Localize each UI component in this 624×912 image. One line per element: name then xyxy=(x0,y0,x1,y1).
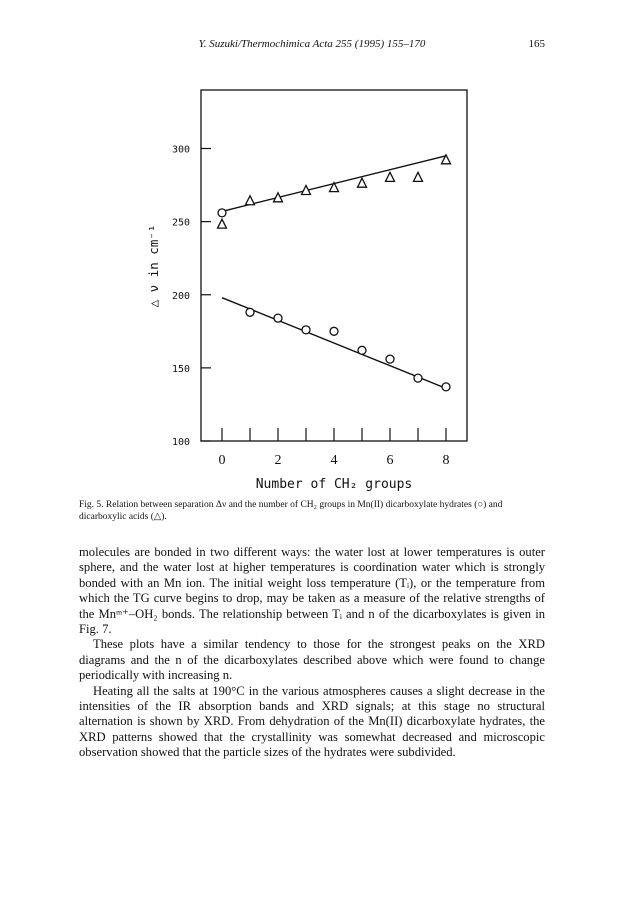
paragraph-2: These plots have a similar tendency to those for the strongest peaks on the XRD diagrams and the n of the dicarboxylates described above which were found to change periodically with increasing n. xyxy=(79,637,545,683)
fit-line xyxy=(222,298,446,389)
page-number: 165 xyxy=(528,38,545,50)
x-tick-label: 8 xyxy=(442,453,450,468)
x-tick-label: 6 xyxy=(386,453,394,468)
y-tick-label: 100 xyxy=(171,437,190,448)
paragraph-3: Heating all the salts at 190°C in the various atmospheres causes a slight decrease in the intensities of the IR absorption bands and XRD signals; at this stage no structural alternation is shown by XRD. From dehydration of the Mn(II) dicarboxylate hydrates, the XRD patterns showed that the crystallinity was somewhat decreased and microscopic observation showed that the particle sizes of the hydrates were subdivided. xyxy=(79,683,545,760)
y-tick-label: 150 xyxy=(171,363,190,375)
triangle-marker xyxy=(358,178,367,187)
x-tick-labels xyxy=(219,453,450,468)
body-text xyxy=(79,545,545,761)
figure-caption: Fig. 5. Relation between separation Δν and the number of CH₂ groups in Mn(II) dicarboxylate hydrates (○) and dicarboxylic acids (△). xyxy=(79,500,503,522)
circle-marker xyxy=(386,355,394,363)
circle-marker xyxy=(274,314,282,322)
axis-ticks xyxy=(201,149,446,442)
y-axis-label: △ ν in cm⁻¹ xyxy=(146,224,161,308)
plot-frame xyxy=(201,90,467,441)
y-tick-label: 250 xyxy=(171,217,190,229)
triangle-marker xyxy=(386,172,395,181)
x-axis-label: Number of CH₂ groups xyxy=(255,477,413,492)
circle-marker xyxy=(330,327,338,335)
y-tick-label: 300 xyxy=(171,144,190,156)
circle-marker xyxy=(358,346,366,354)
circle-marker xyxy=(246,308,254,316)
triangle-marker xyxy=(414,172,423,181)
circle-marker xyxy=(442,383,450,391)
x-tick-label: 4 xyxy=(330,453,338,468)
y-tick-labels xyxy=(172,145,190,449)
x-tick-label: 2 xyxy=(274,453,282,468)
running-title: Y. Suzuki/Thermochimica Acta 255 (1995) 155–170 xyxy=(198,38,426,50)
data-markers xyxy=(218,155,451,391)
circle-marker xyxy=(218,209,226,217)
y-tick-label: 200 xyxy=(171,290,190,302)
circle-marker xyxy=(414,374,422,382)
circle-marker xyxy=(302,326,310,334)
triangle-marker xyxy=(218,219,227,228)
paragraph-1: molecules are bonded in two different ways: the water lost at lower temperatures is outer sphere, and the water lost at higher temperatures is coordination water which is strongly bonded with an Mn ion. The initial weight loss temperature (Tᵢ), or the temperature from which the TG curve begins to drop, may be taken as a measure of the relative strengths of the Mnᵐ⁺–OH₂ bonds. The relationship between Tᵢ and n of the dicarboxylates is given in Fig. 7. xyxy=(79,545,545,637)
triangle-marker xyxy=(246,196,255,205)
x-tick-label: 0 xyxy=(218,453,226,468)
